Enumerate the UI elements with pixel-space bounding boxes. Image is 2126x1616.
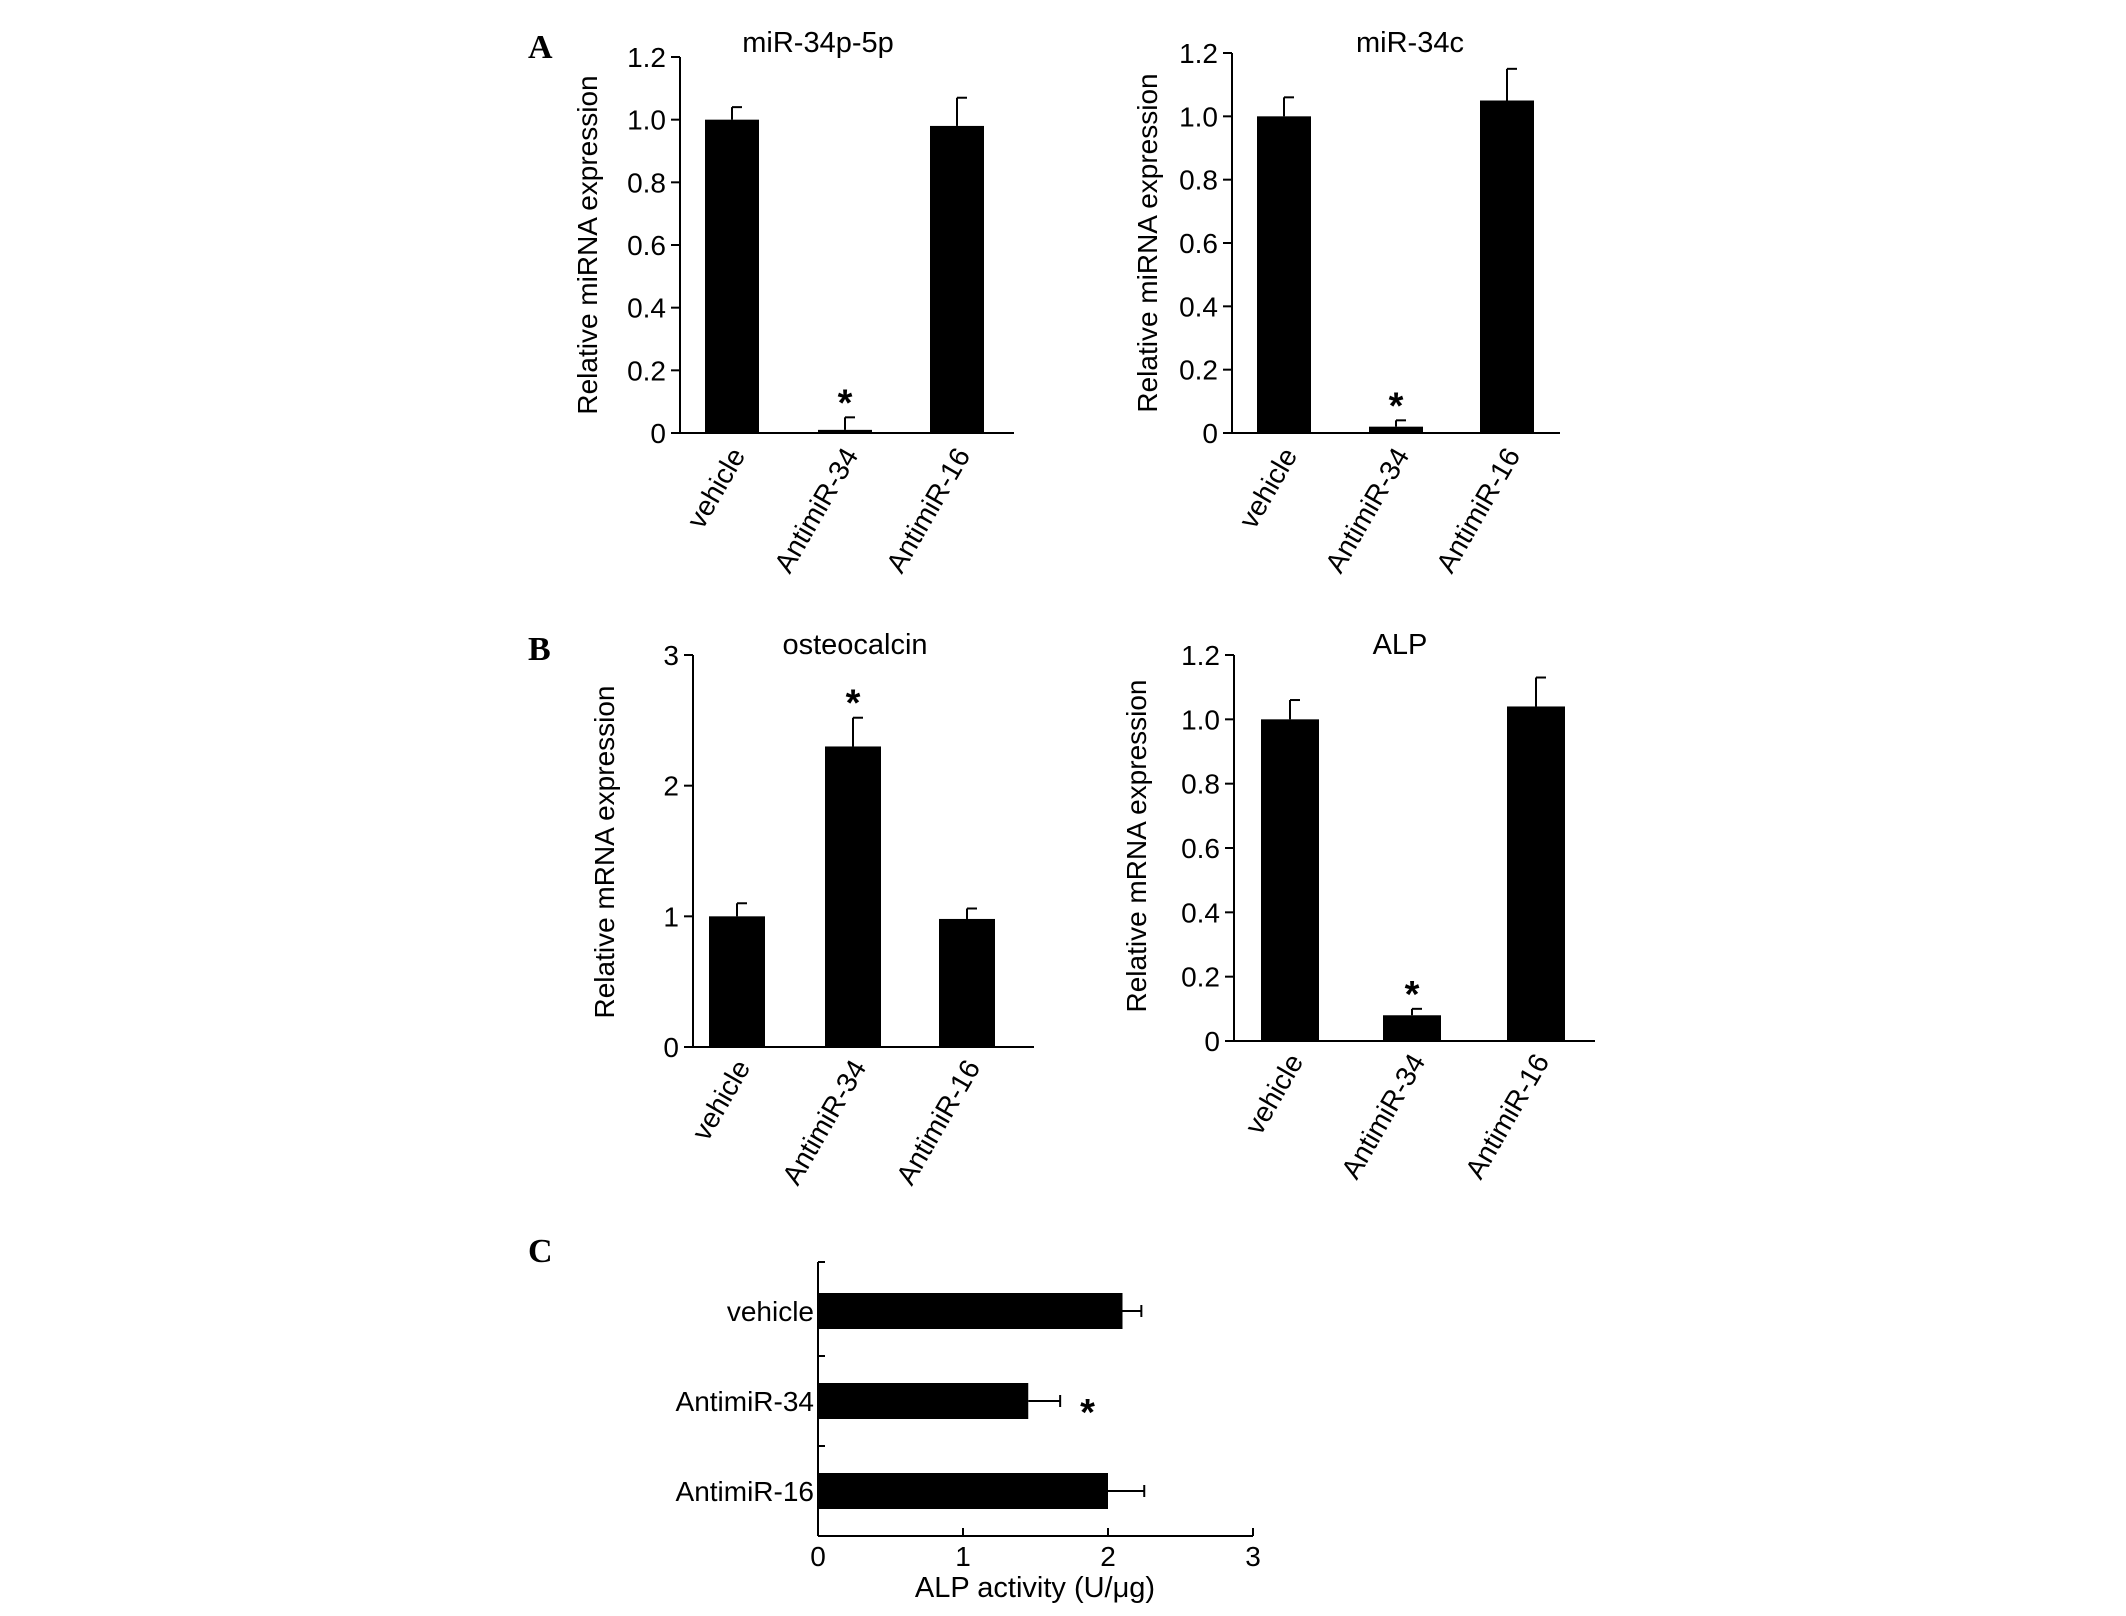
chart5-significance-marker: * xyxy=(1080,1392,1095,1434)
chart3-title: osteocalcin xyxy=(782,629,928,661)
chart1-significance-marker: * xyxy=(837,382,853,425)
chart1-category-label-2: AntimiR-34 xyxy=(768,442,865,578)
chart1-y-tick-label: 0 xyxy=(650,418,666,449)
chart1-category-label-3: AntimiR-16 xyxy=(880,442,977,578)
chart2-category-label-1: vehicle xyxy=(1232,442,1304,534)
chart3-bar-3 xyxy=(939,919,995,1047)
chart4-significance-marker: * xyxy=(1404,973,1420,1016)
chart3-bar-1 xyxy=(709,916,765,1047)
panel-label-B: B xyxy=(528,631,551,668)
chart2-y-tick-label: 1.2 xyxy=(1179,38,1218,69)
chart1-bar-3 xyxy=(930,126,984,433)
chart1-y-tick-label: 0.4 xyxy=(627,292,666,324)
chart1-y-tick-label: 0.8 xyxy=(627,167,666,199)
chart4-y-tick-label: 1.0 xyxy=(1181,704,1220,736)
chart5-x-tick-label: 1 xyxy=(955,1541,971,1572)
chart1-y-tick-label: 0.6 xyxy=(627,230,666,261)
chart2-title: miR-34c xyxy=(1356,27,1464,59)
chart2-y-tick-label: 0.6 xyxy=(1179,228,1218,259)
chart2-bar-1 xyxy=(1257,116,1311,433)
chart4-bar-3 xyxy=(1507,706,1565,1041)
chart2-y-tick-label: 0 xyxy=(1202,418,1218,449)
chart2-significance-marker: * xyxy=(1388,385,1404,428)
chart2-category-label-2: AntimiR-34 xyxy=(1319,442,1416,578)
chart5-bar-2 xyxy=(818,1383,1028,1419)
chart5-x-tick-label: 0 xyxy=(810,1541,826,1572)
chart1-bar-1 xyxy=(705,120,759,433)
chart2-y-axis-label: Relative miRNA expression xyxy=(1132,73,1163,413)
panel-label-C: C xyxy=(528,1233,553,1270)
chart4-y-tick-label: 0.2 xyxy=(1181,961,1220,993)
chart1-y-tick-label: 0.2 xyxy=(627,355,666,387)
panel-label-A: A xyxy=(528,29,553,66)
chart3-category-label-1: vehicle xyxy=(685,1054,757,1146)
chart2-bar-2 xyxy=(1369,427,1423,433)
chart3-y-tick-label: 3 xyxy=(663,640,679,671)
chart4-bar-2 xyxy=(1383,1015,1441,1041)
chart1-bar-2 xyxy=(818,430,872,433)
chart2-y-tick-label: 0.8 xyxy=(1179,164,1218,196)
chart3-significance-marker: * xyxy=(845,682,861,725)
chart2-category-label-3: AntimiR-16 xyxy=(1430,442,1527,578)
chart5-category-label-3: AntimiR-16 xyxy=(675,1476,814,1507)
chart5-x-axis-label: ALP activity (U/μg) xyxy=(914,1572,1156,1604)
chart4-y-axis-label: Relative mRNA expression xyxy=(1121,679,1152,1013)
chart4-y-tick-label: 0.8 xyxy=(1181,768,1220,800)
chart2-bar-3 xyxy=(1480,101,1534,434)
chart5-x-tick-label: 3 xyxy=(1245,1541,1261,1572)
chart4-category-label-1: vehicle xyxy=(1238,1048,1310,1140)
chart3-y-tick-label: 0 xyxy=(663,1032,679,1063)
chart3-y-tick-label: 1 xyxy=(663,901,679,933)
chart2-y-tick-label: 0.4 xyxy=(1179,291,1218,323)
chart3-category-label-3: AntimiR-16 xyxy=(890,1054,987,1190)
chart3-y-axis-label: Relative mRNA expression xyxy=(589,685,620,1019)
chart3-category-label-2: AntimiR-34 xyxy=(776,1054,873,1190)
chart4-category-label-2: AntimiR-34 xyxy=(1335,1048,1432,1184)
chart4-bar-1 xyxy=(1261,719,1319,1041)
chart4-y-tick-label: 1.2 xyxy=(1181,640,1220,671)
chart4-y-tick-label: 0.6 xyxy=(1181,833,1220,864)
chart1-category-label-1: vehicle xyxy=(680,442,752,534)
chart1-y-axis-label: Relative miRNA expression xyxy=(572,75,603,415)
chart3-y-tick-label: 2 xyxy=(663,770,679,802)
chart4-y-tick-label: 0 xyxy=(1204,1026,1220,1057)
chart1-y-tick-label: 1.0 xyxy=(627,104,666,136)
chart1-y-tick-label: 1.2 xyxy=(627,42,666,73)
chart4-category-label-3: AntimiR-16 xyxy=(1459,1048,1556,1184)
chart4-title: ALP xyxy=(1372,629,1428,661)
chart3-bar-2 xyxy=(825,746,881,1047)
chart4-y-tick-label: 0.4 xyxy=(1181,897,1220,929)
chart5-bar-3 xyxy=(818,1473,1108,1509)
chart5-x-tick-label: 2 xyxy=(1100,1541,1116,1572)
chart1-title: miR-34p-5p xyxy=(742,27,894,59)
chart5-category-label-2: AntimiR-34 xyxy=(675,1386,814,1417)
chart2-y-tick-label: 1.0 xyxy=(1179,101,1218,133)
chart5-bar-1 xyxy=(818,1293,1123,1329)
chart2-y-tick-label: 0.2 xyxy=(1179,354,1218,386)
chart5-category-label-1: vehicle xyxy=(726,1296,814,1327)
